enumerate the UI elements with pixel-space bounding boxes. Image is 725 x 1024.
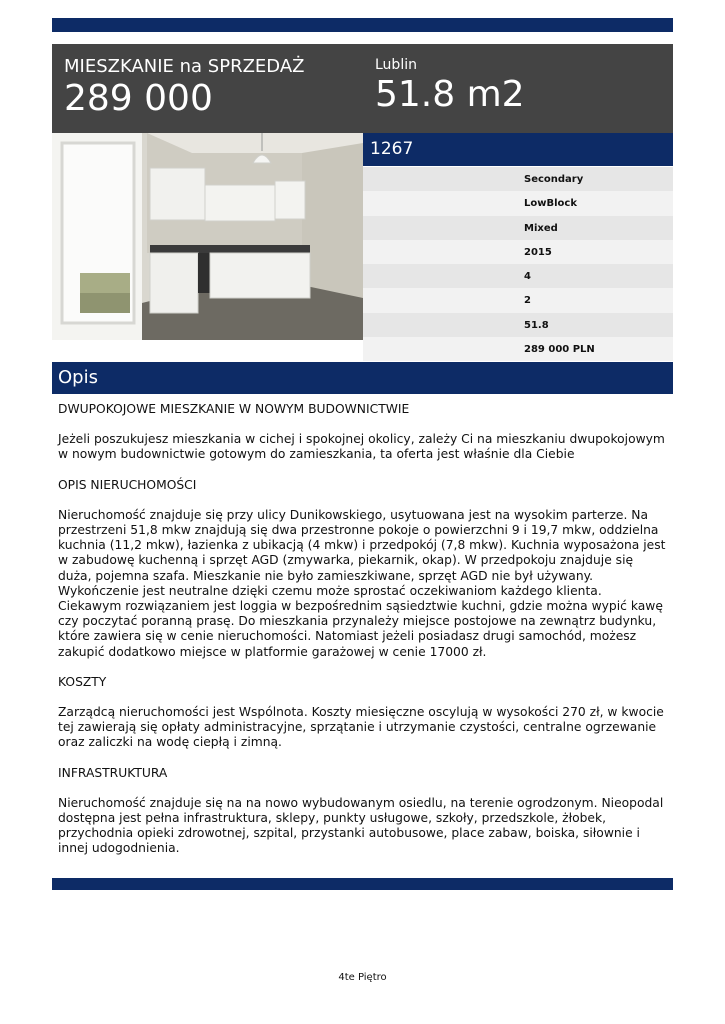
attribute-value: Secondary	[524, 174, 584, 185]
description-body	[58, 402, 668, 872]
bottom-divider	[52, 878, 673, 890]
attribute-value: Mixed	[524, 222, 558, 234]
description-header	[52, 362, 673, 394]
description-paragraph: INFRASTRUKTURA	[58, 765, 168, 780]
attribute-row	[363, 191, 673, 215]
attribute-row	[363, 264, 673, 288]
attribute-value: 2	[524, 295, 531, 307]
description-heading: Opis	[58, 367, 98, 388]
description-paragraph: Nieruchomość znajduje się na na nowo wybudowanym osiedlu, na terenie ogrodzonym. Nieopodal dostępna jest pełna infrastruktura, sklepy, punkty usługowe, szkoły, przedszkole, żłobek, przychodnia opieki zdrowotnej, szpital, przystanki autobusowe, place zabaw, boiska, siłownie i innej udogodnienia.	[58, 795, 664, 856]
property-photo	[52, 133, 363, 340]
attribute-row	[363, 288, 673, 312]
attribute-value: 4	[524, 271, 531, 283]
attribute-value: LowBlock	[524, 198, 577, 210]
attribute-row	[363, 240, 673, 264]
attribute-value: 51.8	[524, 319, 549, 331]
description-paragraph: Zarządcą nieruchomości jest Wspólnota. Koszty miesięczne oscylują w wysokości 270 zł, w kwocie tej zawierają się opłaty administracyjne, sprzątanie i utrzymanie czystości, centralne ogrzewanie oraz zaliczki na wodę ciepłą i zimną.	[58, 705, 664, 750]
city: Lublin	[375, 57, 417, 73]
listing-id-bar	[363, 133, 673, 166]
price: 289 000	[64, 78, 213, 119]
description-paragraph: DWUPOKOJOWE MIESZKANIE W NOWYM BUDOWNICTWIE	[58, 402, 410, 416]
attribute-row	[363, 313, 673, 337]
description-paragraph: KOSZTY	[58, 674, 107, 689]
description-paragraph: Nieruchomość znajduje się przy ulicy Dunikowskiego, usytuowana jest na wysokim parterze. Na przestrzeni 51,8 mkw znajdują się dwa przestronne pokoje o powierzchni 9 i 19,7 mkw, oddzielna kuchnia (11,2 mkw), łazienka z ubikacją (4 mkw) i przedpokój (7,8 mkw). Kuchnia wyposażona jest w zabudowę kuchenną i sprzęt AGD (zmywarka, piekarnik, okap). W przedpokoju znajduje się duża, pojemna szafa. Mieszkanie nie było zamieszkiwane, sprzęt AGD nie był używany. Wykończenie jest neutralne dzięki czemu może sprostać oczekiwaniom każdego klienta. Ciekawym rozwiązaniem jest loggia w bezpośrednim sąsiedztwie kuchni, gdzie można wypić kawę czy poczytać poranną prasę. Do mieszkania przynależy miejsce postojowe na zewnątrz budynku, które zawiera się w cenie nieruchomości. Natomiast jeżeli posiadasz drugi samochód, możesz zakupić dodatkowo miejsce w platformie garażowej w cenie 17000 zł.	[58, 507, 666, 659]
area: 51.8 m2	[375, 74, 525, 115]
description-paragraph: Jeżeli poszukujesz mieszkania w cichej i spokojnej okolicy, zależy Ci na mieszkaniu dwupokojowym w nowym budownictwie gotowym do zamieszkania, ta oferta jest właśnie dla Ciebie	[58, 432, 665, 462]
attribute-row	[363, 167, 673, 191]
footer-brand: 4te Piętro	[338, 972, 387, 983]
property-type: MIESZKANIE na SPRZEDAŻ	[64, 56, 305, 77]
description-paragraph: OPIS NIERUCHOMOŚCI	[58, 477, 197, 492]
listing-id: 1267	[370, 139, 414, 159]
attribute-row	[363, 337, 673, 361]
attribute-value: 2015	[524, 246, 552, 258]
listing-header	[52, 44, 673, 133]
top-divider	[52, 18, 673, 32]
attribute-value: 289 000 PLN	[524, 344, 595, 356]
attributes-table	[363, 167, 673, 361]
attribute-row	[363, 216, 673, 240]
